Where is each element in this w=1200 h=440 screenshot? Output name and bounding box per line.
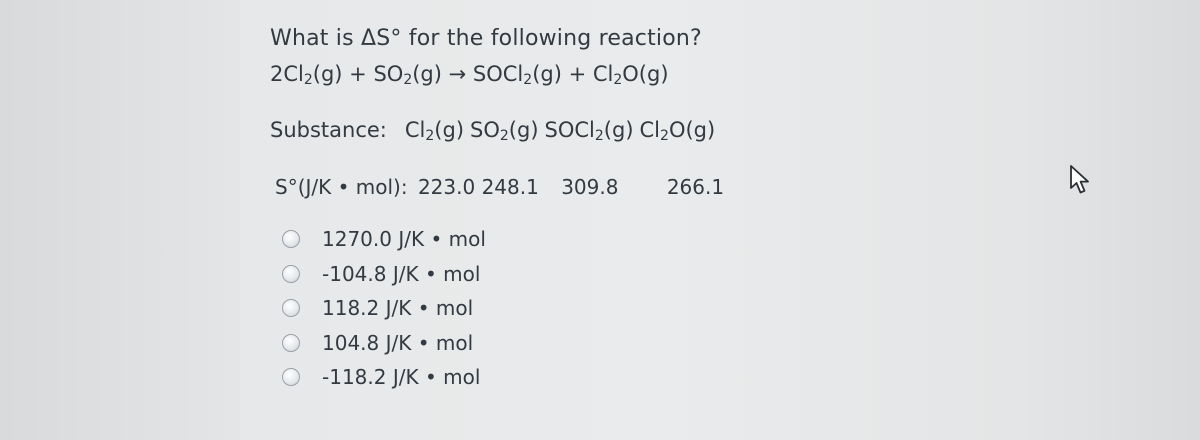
radio-button[interactable] bbox=[282, 299, 300, 317]
answer-option-label: -118.2 J/K • mol bbox=[322, 365, 481, 390]
entropy-value: 223.0 bbox=[417, 175, 476, 199]
equation-subscript: 2 bbox=[403, 72, 413, 88]
equation-subscript: 2 bbox=[613, 72, 623, 88]
entropy-value: 309.8 bbox=[561, 175, 619, 199]
answer-option[interactable] bbox=[282, 360, 486, 395]
question-text: What is ΔS° for the following reaction? bbox=[270, 26, 702, 51]
substance-item: $Cl_2(g)$ bbox=[404, 118, 465, 144]
mouse-pointer-icon bbox=[1068, 164, 1094, 196]
answer-option-label: 118.2 J/K • mol bbox=[322, 296, 474, 321]
substance-label: Substance: bbox=[270, 118, 387, 142]
reaction-equation bbox=[270, 62, 669, 88]
equation-subscript: 2 bbox=[303, 72, 313, 88]
radio-button[interactable] bbox=[282, 265, 300, 283]
equation-part: (g) → SOCl bbox=[412, 62, 524, 86]
equation-subscript: 2 bbox=[523, 72, 533, 88]
answer-option[interactable] bbox=[282, 222, 486, 257]
substance-row bbox=[270, 118, 721, 144]
answer-options bbox=[282, 222, 486, 395]
radio-button[interactable] bbox=[282, 334, 300, 352]
radio-button[interactable] bbox=[282, 368, 300, 386]
answer-option[interactable] bbox=[282, 326, 486, 361]
equation-part: (g) + SO bbox=[312, 62, 404, 86]
entropy-value: 266.1 bbox=[666, 175, 725, 199]
answer-option-label: 1270.0 J/K • mol bbox=[322, 227, 486, 252]
equation-part: O(g) bbox=[622, 62, 669, 86]
substance-item: $SO_2(g)$ bbox=[470, 118, 539, 144]
equation-part: (g) + Cl bbox=[532, 62, 614, 86]
left-margin bbox=[0, 0, 240, 440]
entropy-row bbox=[275, 175, 724, 199]
answer-option-label: 104.8 J/K • mol bbox=[322, 330, 474, 355]
answer-option[interactable] bbox=[282, 291, 486, 326]
entropy-value: 248.1 bbox=[481, 175, 539, 199]
substance-item: $Cl_2O(g)$ bbox=[639, 118, 716, 144]
substance-item: SOCl$_2$(g) bbox=[544, 118, 634, 144]
answer-option-label: -104.8 J/K • mol bbox=[322, 261, 481, 286]
equation-part: 2Cl bbox=[270, 62, 304, 86]
entropy-label: S°(J/K • mol): bbox=[275, 175, 408, 199]
radio-button[interactable] bbox=[282, 230, 300, 248]
answer-option[interactable] bbox=[282, 257, 486, 292]
